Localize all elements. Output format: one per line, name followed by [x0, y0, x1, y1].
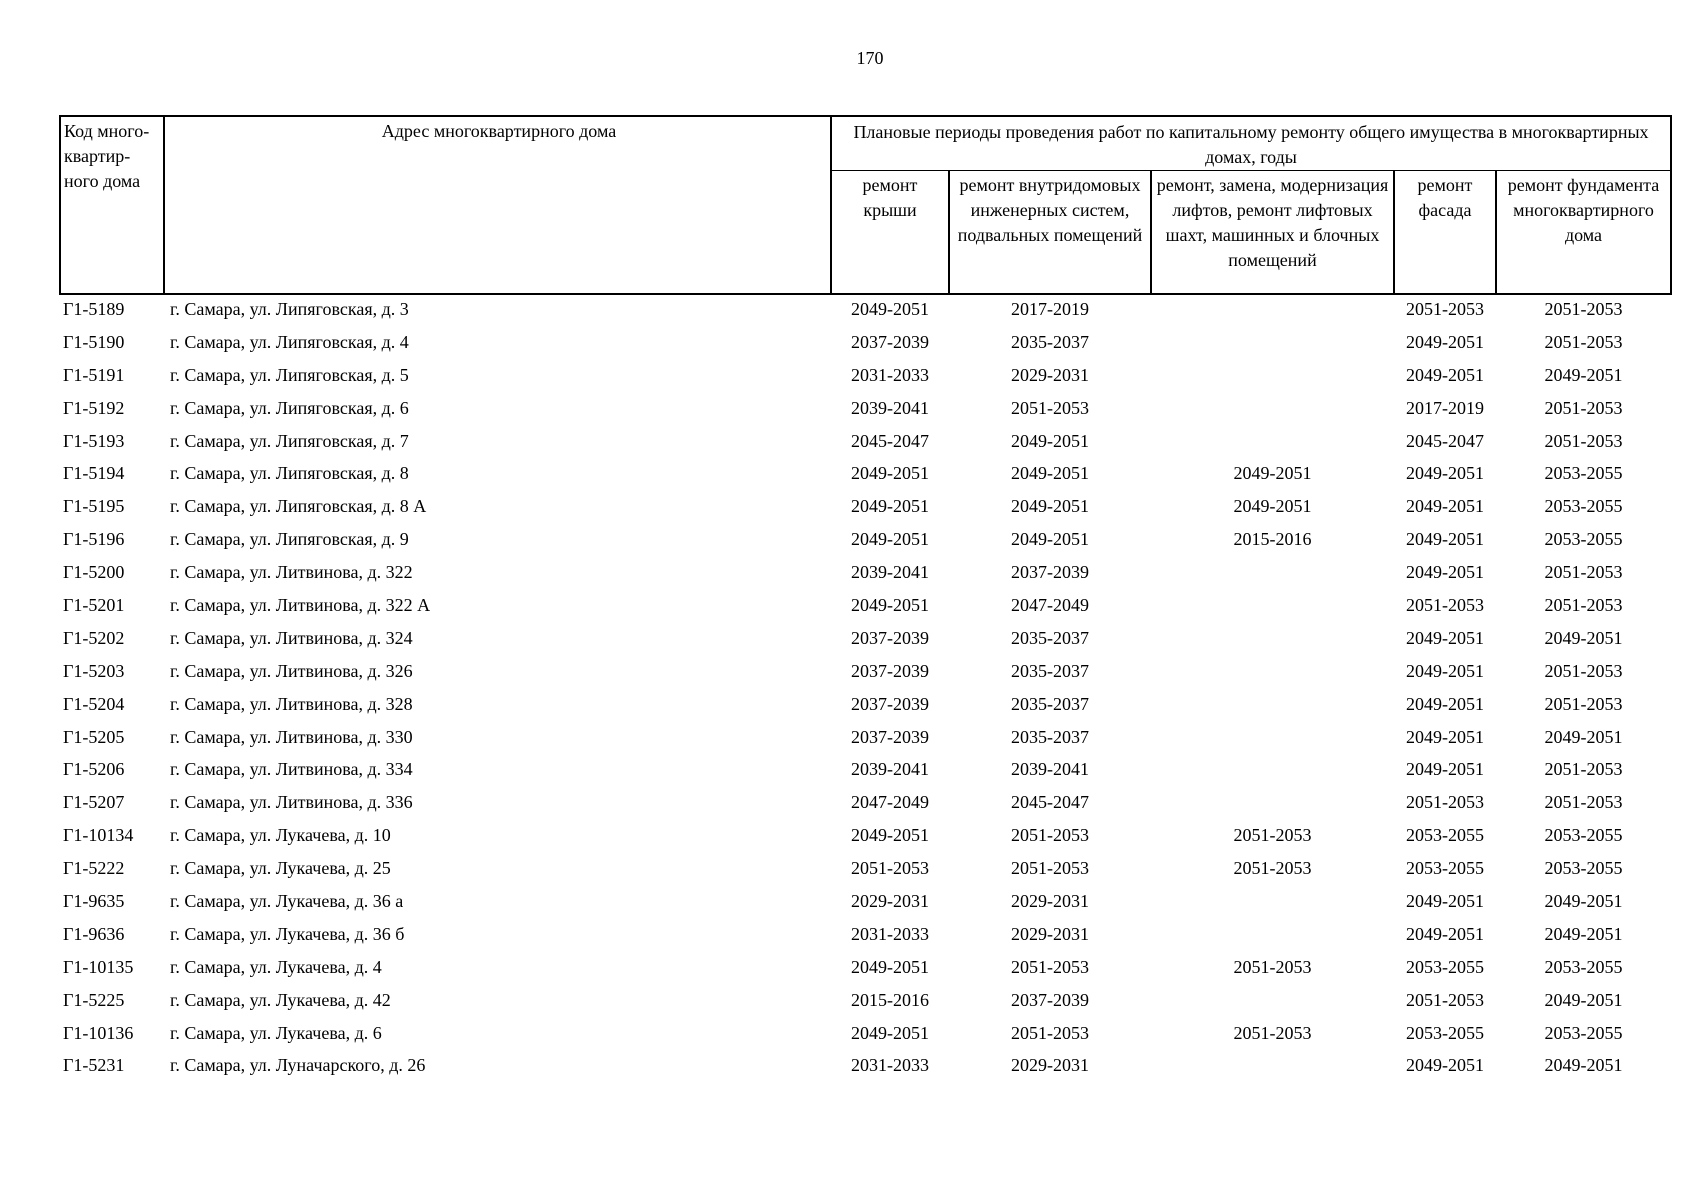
house-code-cell: Г1-9635 — [63, 891, 125, 912]
house-code-cell: Г1-5195 — [63, 496, 125, 517]
page-number: 170 — [856, 48, 884, 68]
facade-repair-cell: 2017-2019 — [1406, 397, 1484, 418]
table-row — [60, 692, 1671, 725]
engineering-repair-cell: 2029-2031 — [1011, 1055, 1089, 1076]
lift-repair-cell: 2049-2051 — [1233, 496, 1312, 517]
address-cell: г. Самара, ул. Лукачева, д. 42 — [170, 989, 391, 1010]
table-row — [60, 889, 1671, 922]
lift-repair-cell: 2015-2016 — [1233, 529, 1312, 550]
table-row — [60, 725, 1671, 758]
facade-repair-cell: 2049-2051 — [1406, 891, 1484, 912]
engineering-repair-cell: 2035-2037 — [1011, 693, 1089, 714]
repair-schedule-sheet — [59, 115, 1672, 1086]
facade-repair-cell: 2053-2055 — [1406, 956, 1484, 977]
foundation-repair-cell: 2053-2055 — [1544, 956, 1623, 977]
roof-repair-cell: 2049-2051 — [851, 299, 929, 319]
lift-repair-cell — [1151, 294, 1394, 330]
engineering-repair-cell: 2051-2053 — [1011, 858, 1089, 879]
header-engineering-systems-repair: ремонт внутридомовых инженерных систем, подвальных помещений — [949, 171, 1151, 295]
table-header — [60, 116, 1671, 294]
facade-repair-cell: 2051-2053 — [1406, 299, 1484, 319]
lift-repair-cell — [1151, 1053, 1394, 1086]
house-code-cell: Г1-5205 — [63, 726, 125, 747]
table-row — [60, 922, 1671, 955]
roof-repair-cell: 2049-2051 — [851, 956, 929, 977]
engineering-repair-cell: 2051-2053 — [1011, 1022, 1089, 1043]
foundation-repair-cell: 2051-2053 — [1544, 595, 1623, 616]
address-cell: г. Самара, ул. Липяговская, д. 4 — [170, 331, 409, 352]
facade-repair-cell: 2051-2053 — [1406, 989, 1484, 1010]
house-code-cell: Г1-10136 — [63, 1022, 134, 1043]
engineering-repair-cell: 2051-2053 — [1011, 956, 1089, 977]
roof-repair-cell: 2049-2051 — [851, 463, 929, 484]
foundation-repair-cell: 2051-2053 — [1544, 759, 1623, 780]
table-row — [60, 757, 1671, 790]
address-cell: г. Самара, ул. Липяговская, д. 6 — [170, 397, 409, 418]
engineering-repair-cell: 2047-2049 — [1011, 595, 1089, 616]
foundation-repair-cell: 2051-2053 — [1544, 693, 1623, 714]
address-cell: г. Самара, ул. Липяговская, д. 8 А — [170, 496, 427, 517]
house-code-cell: Г1-5192 — [63, 397, 125, 418]
lift-repair-cell: 2051-2053 — [1233, 1022, 1312, 1043]
house-code-cell: Г1-5194 — [63, 463, 125, 484]
engineering-repair-cell: 2035-2037 — [1011, 726, 1089, 747]
roof-repair-cell: 2031-2033 — [851, 1055, 929, 1076]
lift-repair-cell — [1151, 790, 1394, 823]
lift-repair-cell — [1151, 988, 1394, 1021]
address-cell: г. Самара, ул. Литвинова, д. 324 — [170, 627, 413, 648]
engineering-repair-cell: 2051-2053 — [1011, 397, 1089, 418]
table-row — [60, 955, 1671, 988]
header-address: Адрес многоквартирного дома — [164, 116, 831, 294]
lift-repair-cell — [1151, 593, 1394, 626]
foundation-repair-cell: 2051-2053 — [1544, 397, 1623, 418]
roof-repair-cell: 2039-2041 — [851, 397, 929, 418]
address-cell: г. Самара, ул. Литвинова, д. 326 — [170, 660, 413, 681]
table-row — [60, 330, 1671, 363]
roof-repair-cell: 2049-2051 — [851, 496, 929, 517]
roof-repair-cell: 2047-2049 — [851, 792, 929, 813]
foundation-repair-cell: 2051-2053 — [1544, 792, 1623, 813]
address-cell: г. Самара, ул. Литвинова, д. 322 А — [170, 595, 431, 616]
house-code-cell: Г1-9636 — [63, 923, 125, 944]
roof-repair-cell: 2037-2039 — [851, 693, 929, 714]
lift-repair-cell — [1151, 330, 1394, 363]
address-cell: г. Самара, ул. Литвинова, д. 328 — [170, 693, 413, 714]
table-row — [60, 461, 1671, 494]
house-code-cell: Г1-5201 — [63, 595, 125, 616]
lift-repair-cell: 2051-2053 — [1233, 858, 1312, 879]
house-code-cell: Г1-10134 — [63, 825, 134, 846]
facade-repair-cell: 2049-2051 — [1406, 693, 1484, 714]
header-planned-periods: Плановые периоды проведения работ по капитальному ремонту общего имущества в многоквартирных домах, годы — [831, 116, 1671, 171]
engineering-repair-cell: 2049-2051 — [1011, 463, 1089, 484]
table-row — [60, 659, 1671, 692]
header-lift-repair: ремонт, замена, модернизация лифтов, ремонт лифтовых шахт, машинных и блочных помещений — [1151, 171, 1394, 295]
header-facade-repair: ремонт фасада — [1394, 171, 1496, 295]
table-row — [60, 988, 1671, 1021]
lift-repair-cell — [1151, 692, 1394, 725]
foundation-repair-cell: 2049-2051 — [1544, 364, 1623, 385]
facade-repair-cell: 2045-2047 — [1406, 430, 1484, 451]
foundation-repair-cell: 2053-2055 — [1544, 858, 1623, 879]
lift-repair-cell — [1151, 560, 1394, 593]
roof-repair-cell: 2015-2016 — [851, 989, 929, 1010]
lift-repair-cell — [1151, 626, 1394, 659]
roof-repair-cell: 2039-2041 — [851, 562, 929, 583]
house-code-cell: Г1-5207 — [63, 792, 125, 813]
table-row — [60, 527, 1671, 560]
facade-repair-cell: 2053-2055 — [1406, 825, 1484, 846]
table-row — [60, 856, 1671, 889]
facade-repair-cell: 2051-2053 — [1406, 792, 1484, 813]
address-cell: г. Самара, ул. Лукачева, д. 6 — [170, 1022, 382, 1043]
roof-repair-cell: 2037-2039 — [851, 331, 929, 352]
lift-repair-cell — [1151, 922, 1394, 955]
engineering-repair-cell: 2045-2047 — [1011, 792, 1089, 813]
house-code-cell: Г1-5231 — [63, 1055, 125, 1076]
foundation-repair-cell: 2049-2051 — [1544, 923, 1623, 944]
facade-repair-cell: 2049-2051 — [1406, 1055, 1484, 1076]
table-body — [60, 294, 1671, 1086]
engineering-repair-cell: 2049-2051 — [1011, 529, 1089, 550]
foundation-repair-cell: 2053-2055 — [1544, 529, 1623, 550]
foundation-repair-cell: 2049-2051 — [1544, 989, 1623, 1010]
lift-repair-cell: 2051-2053 — [1233, 825, 1312, 846]
roof-repair-cell: 2039-2041 — [851, 759, 929, 780]
engineering-repair-cell: 2035-2037 — [1011, 627, 1089, 648]
engineering-repair-cell: 2035-2037 — [1011, 660, 1089, 681]
table-row — [60, 560, 1671, 593]
facade-repair-cell: 2049-2051 — [1406, 923, 1484, 944]
table-row — [60, 396, 1671, 429]
address-cell: г. Самара, ул. Литвинова, д. 336 — [170, 792, 413, 813]
lift-repair-cell — [1151, 757, 1394, 790]
house-code-cell: Г1-5200 — [63, 562, 125, 583]
engineering-repair-cell: 2039-2041 — [1011, 759, 1089, 780]
roof-repair-cell: 2031-2033 — [851, 923, 929, 944]
facade-repair-cell: 2049-2051 — [1406, 759, 1484, 780]
address-cell: г. Самара, ул. Литвинова, д. 330 — [170, 726, 413, 747]
facade-repair-cell: 2053-2055 — [1406, 858, 1484, 879]
address-cell: г. Самара, ул. Литвинова, д. 334 — [170, 759, 413, 780]
table-row — [60, 626, 1671, 659]
address-cell: г. Самара, ул. Луначарского, д. 26 — [170, 1055, 426, 1076]
house-code-cell: Г1-5190 — [63, 331, 125, 352]
address-cell: г. Самара, ул. Лукачева, д. 36 б — [170, 923, 405, 944]
address-cell: г. Самара, ул. Лукачева, д. 36 а — [170, 891, 404, 912]
facade-repair-cell: 2049-2051 — [1406, 660, 1484, 681]
table-row — [60, 363, 1671, 396]
lift-repair-cell — [1151, 363, 1394, 396]
engineering-repair-cell: 2029-2031 — [1011, 923, 1089, 944]
foundation-repair-cell: 2049-2051 — [1544, 627, 1623, 648]
house-code-cell: Г1-5206 — [63, 759, 125, 780]
table-row — [60, 790, 1671, 823]
facade-repair-cell: 2049-2051 — [1406, 562, 1484, 583]
address-cell: г. Самара, ул. Литвинова, д. 322 — [170, 562, 413, 583]
lift-repair-cell — [1151, 889, 1394, 922]
foundation-repair-cell: 2053-2055 — [1544, 496, 1623, 517]
repair-schedule-table — [59, 115, 1672, 1086]
foundation-repair-cell: 2051-2053 — [1544, 299, 1623, 319]
lift-repair-cell — [1151, 725, 1394, 758]
engineering-repair-cell: 2049-2051 — [1011, 496, 1089, 517]
house-code-cell: Г1-10135 — [63, 956, 134, 977]
table-row — [60, 294, 1671, 330]
foundation-repair-cell: 2051-2053 — [1544, 331, 1623, 352]
roof-repair-cell: 2049-2051 — [851, 529, 929, 550]
foundation-repair-cell: 2049-2051 — [1544, 726, 1623, 747]
table-row — [60, 593, 1671, 626]
roof-repair-cell: 2049-2051 — [851, 1022, 929, 1043]
address-cell: г. Самара, ул. Липяговская, д. 9 — [170, 529, 409, 550]
engineering-repair-cell: 2029-2031 — [1011, 364, 1089, 385]
house-code-cell: Г1-5204 — [63, 693, 125, 714]
roof-repair-cell: 2037-2039 — [851, 627, 929, 648]
address-cell: г. Самара, ул. Липяговская, д. 8 — [170, 463, 409, 484]
engineering-repair-cell: 2037-2039 — [1011, 989, 1089, 1010]
roof-repair-cell: 2049-2051 — [851, 595, 929, 616]
lift-repair-cell — [1151, 659, 1394, 692]
facade-repair-cell: 2049-2051 — [1406, 726, 1484, 747]
house-code-cell: Г1-5202 — [63, 627, 125, 648]
facade-repair-cell: 2049-2051 — [1406, 331, 1484, 352]
lift-repair-cell — [1151, 396, 1394, 429]
roof-repair-cell: 2045-2047 — [851, 430, 929, 451]
facade-repair-cell: 2049-2051 — [1406, 496, 1484, 517]
table-row — [60, 1053, 1671, 1086]
address-cell: г. Самара, ул. Липяговская, д. 5 — [170, 364, 409, 385]
roof-repair-cell: 2029-2031 — [851, 891, 929, 912]
facade-repair-cell: 2051-2053 — [1406, 595, 1484, 616]
engineering-repair-cell: 2029-2031 — [1011, 891, 1089, 912]
header-roof-repair: ремонт крыши — [831, 171, 949, 295]
engineering-repair-cell: 2017-2019 — [1011, 299, 1089, 319]
house-code-cell: Г1-5203 — [63, 660, 125, 681]
house-code-cell: Г1-5225 — [63, 989, 125, 1010]
engineering-repair-cell: 2051-2053 — [1011, 825, 1089, 846]
house-code-cell: Г1-5193 — [63, 430, 125, 451]
facade-repair-cell: 2049-2051 — [1406, 463, 1484, 484]
lift-repair-cell: 2051-2053 — [1233, 956, 1312, 977]
foundation-repair-cell: 2053-2055 — [1544, 1022, 1623, 1043]
address-cell: г. Самара, ул. Липяговская, д. 7 — [170, 430, 409, 451]
foundation-repair-cell: 2053-2055 — [1544, 825, 1623, 846]
foundation-repair-cell: 2051-2053 — [1544, 562, 1623, 583]
foundation-repair-cell: 2053-2055 — [1544, 463, 1623, 484]
roof-repair-cell: 2037-2039 — [851, 660, 929, 681]
address-cell: г. Самара, ул. Лукачева, д. 10 — [170, 825, 391, 846]
engineering-repair-cell: 2037-2039 — [1011, 562, 1089, 583]
address-cell: г. Самара, ул. Лукачева, д. 25 — [170, 858, 391, 879]
foundation-repair-cell: 2049-2051 — [1544, 1055, 1623, 1076]
header-foundation-repair: ремонт фундамента многоквартирного дома — [1496, 171, 1671, 295]
foundation-repair-cell: 2049-2051 — [1544, 891, 1623, 912]
lift-repair-cell: 2049-2051 — [1233, 463, 1312, 484]
roof-repair-cell: 2051-2053 — [851, 858, 929, 879]
lift-repair-cell — [1151, 429, 1394, 462]
house-code-cell: Г1-5191 — [63, 364, 125, 385]
facade-repair-cell: 2049-2051 — [1406, 364, 1484, 385]
house-code-cell: Г1-5222 — [63, 858, 125, 879]
address-cell: г. Самара, ул. Липяговская, д. 3 — [170, 299, 409, 319]
facade-repair-cell: 2049-2051 — [1406, 529, 1484, 550]
facade-repair-cell: 2053-2055 — [1406, 1022, 1484, 1043]
table-row — [60, 1021, 1671, 1054]
facade-repair-cell: 2049-2051 — [1406, 627, 1484, 648]
table-row — [60, 429, 1671, 462]
table-row — [60, 494, 1671, 527]
engineering-repair-cell: 2035-2037 — [1011, 331, 1089, 352]
foundation-repair-cell: 2051-2053 — [1544, 430, 1623, 451]
address-cell: г. Самара, ул. Лукачева, д. 4 — [170, 956, 382, 977]
roof-repair-cell: 2037-2039 — [851, 726, 929, 747]
table-row — [60, 823, 1671, 856]
house-code-cell: Г1-5196 — [63, 529, 125, 550]
foundation-repair-cell: 2051-2053 — [1544, 660, 1623, 681]
house-code-cell: Г1-5189 — [63, 299, 125, 319]
engineering-repair-cell: 2049-2051 — [1011, 430, 1089, 451]
roof-repair-cell: 2031-2033 — [851, 364, 929, 385]
header-house-code: Код много-квартир-ного дома — [60, 116, 164, 294]
roof-repair-cell: 2049-2051 — [851, 825, 929, 846]
